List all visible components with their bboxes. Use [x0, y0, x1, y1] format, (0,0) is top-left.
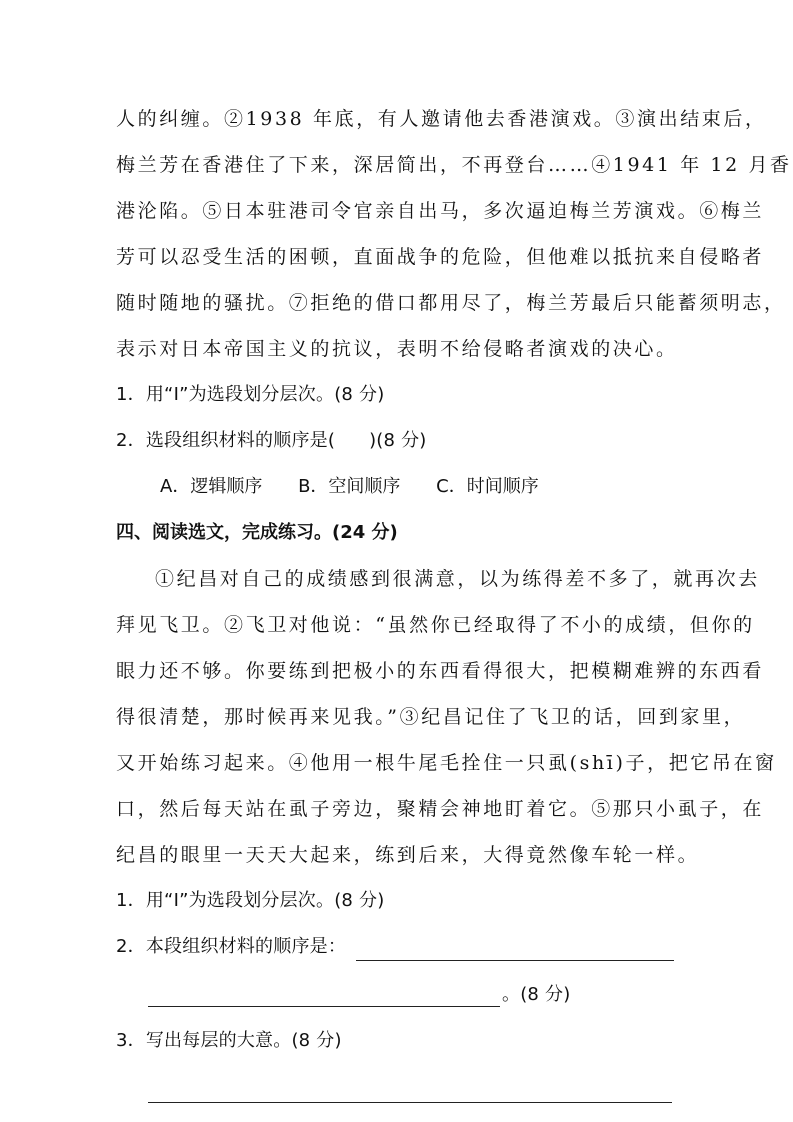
- passage-line: 港沦陷。⑤日本驻港司令官亲自出马，多次逼迫梅兰芳演戏。⑥梅兰: [116, 200, 765, 222]
- question-1: 1．用“Ⅰ”为选段划分层次。(8 分): [116, 890, 385, 911]
- passage-line: 纪昌的眼里一天天大起来，练到后来，大得竟然像车轮一样。: [116, 844, 700, 866]
- option-b[interactable]: B．空间顺序: [298, 476, 401, 497]
- option-c[interactable]: C．时间顺序: [436, 476, 539, 497]
- section-heading: 四、阅读选文，完成练习。(24 分): [116, 522, 398, 543]
- passage-line: 拜见飞卫。②飞卫对他说：“虽然你已经取得了不小的成绩，但你的: [116, 614, 755, 636]
- passage-line: 梅兰芳在香港住了下来，深居简出，不再登台……④1941 年 12 月香: [116, 154, 792, 176]
- passage-line: 人的纠缠。②1938 年底，有人邀请他去香港演戏。③演出结束后，: [116, 108, 767, 130]
- passage-line: 又开始练习起来。④他用一根牛尾毛拴住一只虱(shī)子，把它吊在窗: [116, 752, 777, 774]
- question-3: 3．写出每层的大意。(8 分): [116, 1030, 342, 1051]
- question-2-score: 。(8 分): [502, 984, 571, 1005]
- passage-line: 芳可以忍受生活的困顿，直面战争的危险，但他难以抵抗来自侵略者: [116, 246, 765, 268]
- question-1: 1．用“Ⅰ”为选段划分层次。(8 分): [116, 384, 385, 405]
- question-2-prefix: 2．选段组织材料的顺序是(: [116, 430, 336, 451]
- passage-line: 随时随地的骚扰。⑦拒绝的借口都用尽了，梅兰芳最后只能蓄须明志，: [116, 292, 786, 314]
- answer-blank-line[interactable]: [148, 1102, 672, 1103]
- passage-line: ①纪昌对自己的成绩感到很满意，以为练得差不多了，就再次去: [155, 568, 760, 590]
- answer-blank-line[interactable]: [356, 960, 674, 961]
- question-2: 2．本段组织材料的顺序是：: [116, 936, 347, 957]
- passage-line: 眼力还不够。你要练到把极小的东西看得很大，把模糊难辨的东西看: [116, 660, 765, 682]
- question-2-suffix: )(8 分): [369, 430, 427, 451]
- passage-line: 得很清楚，那时候再来见我。”③纪昌记住了飞卫的话，回到家里，: [116, 706, 746, 728]
- question-2: [116, 430, 686, 452]
- passage-line: 口，然后每天站在虱子旁边，聚精会神地盯着它。⑤那只小虱子，在: [116, 798, 765, 820]
- answer-options: [160, 476, 730, 498]
- answer-blank-line[interactable]: [148, 1006, 500, 1007]
- option-a[interactable]: A．逻辑顺序: [160, 476, 263, 497]
- passage-line: 表示对日本帝国主义的抗议，表明不给侵略者演戏的决心。: [116, 338, 678, 360]
